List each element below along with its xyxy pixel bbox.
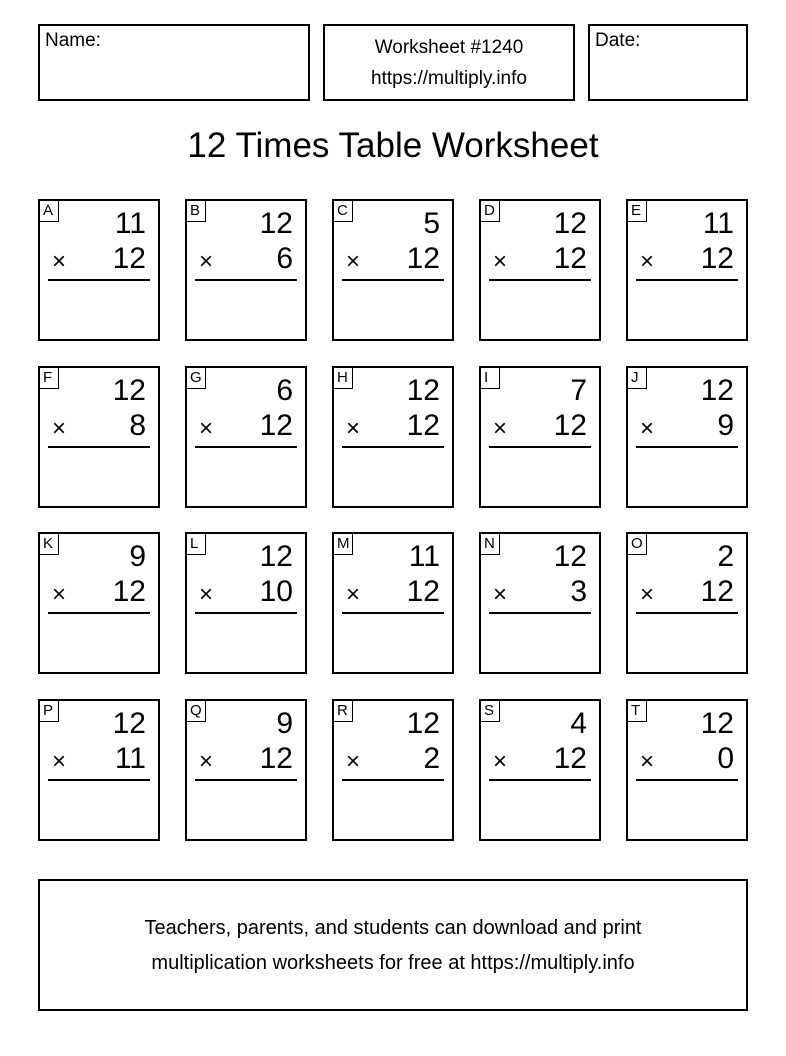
multiplicand: 12 <box>112 374 146 407</box>
problem-card[interactable] <box>185 199 307 341</box>
problem-letter: T <box>628 701 647 722</box>
problem-letter: C <box>334 201 353 222</box>
times-sign: × <box>199 748 214 775</box>
problem-letter: R <box>334 701 353 722</box>
problem-letter: G <box>187 368 206 389</box>
answer-line <box>489 446 591 448</box>
multiplicand: 11 <box>702 207 734 240</box>
problem-letter: A <box>40 201 59 222</box>
problem-card[interactable] <box>479 532 601 674</box>
multiplier: 12 <box>553 242 587 275</box>
problem-card[interactable] <box>185 366 307 508</box>
multiplicand: 2 <box>717 540 734 573</box>
worksheet-number: Worksheet #1240 <box>374 37 524 58</box>
multiplier: 12 <box>553 409 587 442</box>
multiplicand: 7 <box>570 374 587 407</box>
times-sign: × <box>52 581 67 608</box>
problem-card[interactable] <box>332 532 454 674</box>
problem-letter: Q <box>187 701 206 722</box>
problem-card[interactable] <box>479 199 601 341</box>
multiplicand: 12 <box>406 374 440 407</box>
problem-card[interactable] <box>38 199 160 341</box>
answer-line <box>489 779 591 781</box>
times-sign: × <box>199 581 214 608</box>
multiplier: 12 <box>406 242 440 275</box>
date-label: Date: <box>595 30 641 51</box>
problem-card[interactable] <box>38 366 160 508</box>
multiplicand: 9 <box>276 707 293 740</box>
multiplier: 12 <box>553 742 587 775</box>
problem-letter: E <box>628 201 647 222</box>
answer-line <box>636 779 738 781</box>
problem-letter: K <box>40 534 59 555</box>
multiplier: 9 <box>717 409 734 442</box>
times-sign: × <box>640 248 655 275</box>
multiplicand: 5 <box>423 207 440 240</box>
multiplier: 3 <box>570 575 587 608</box>
multiplicand: 12 <box>259 540 293 573</box>
multiplier: 10 <box>259 575 293 608</box>
times-sign: × <box>640 415 655 442</box>
footer-box <box>38 879 748 1011</box>
multiplier: 12 <box>406 409 440 442</box>
times-sign: × <box>493 248 508 275</box>
multiplier: 6 <box>276 242 293 275</box>
multiplicand: 4 <box>570 707 587 740</box>
answer-line <box>636 446 738 448</box>
answer-line <box>636 279 738 281</box>
problem-letter: N <box>481 534 500 555</box>
multiplier: 11 <box>114 742 146 775</box>
problem-letter: I <box>481 368 500 389</box>
problem-card[interactable] <box>626 366 748 508</box>
answer-line <box>636 612 738 614</box>
answer-line <box>195 779 297 781</box>
multiplicand: 12 <box>406 707 440 740</box>
multiplier: 12 <box>112 575 146 608</box>
problem-card[interactable] <box>479 366 601 508</box>
problem-letter: J <box>628 368 647 389</box>
times-sign: × <box>199 248 214 275</box>
multiplicand: 6 <box>276 374 293 407</box>
times-sign: × <box>52 248 67 275</box>
answer-line <box>489 279 591 281</box>
name-label: Name: <box>45 30 101 51</box>
multiplier: 12 <box>259 409 293 442</box>
answer-line <box>195 612 297 614</box>
problem-letter: L <box>187 534 206 555</box>
times-sign: × <box>640 581 655 608</box>
problem-card[interactable] <box>332 199 454 341</box>
problem-letter: B <box>187 201 206 222</box>
multiplicand: 12 <box>700 707 734 740</box>
problem-letter: O <box>628 534 647 555</box>
problem-card[interactable] <box>626 699 748 841</box>
answer-line <box>342 779 444 781</box>
times-sign: × <box>640 748 655 775</box>
problem-card[interactable] <box>332 366 454 508</box>
multiplier: 8 <box>129 409 146 442</box>
multiplicand: 11 <box>408 540 440 573</box>
multiplicand: 12 <box>700 374 734 407</box>
problem-card[interactable] <box>626 532 748 674</box>
problem-card[interactable] <box>479 699 601 841</box>
answer-line <box>48 612 150 614</box>
times-sign: × <box>346 248 361 275</box>
times-sign: × <box>52 748 67 775</box>
answer-line <box>342 612 444 614</box>
problem-letter: S <box>481 701 500 722</box>
problem-card[interactable] <box>185 532 307 674</box>
times-sign: × <box>493 415 508 442</box>
answer-line <box>48 279 150 281</box>
times-sign: × <box>346 748 361 775</box>
problem-letter: M <box>334 534 353 555</box>
answer-line <box>48 446 150 448</box>
problem-letter: H <box>334 368 353 389</box>
multiplicand: 9 <box>129 540 146 573</box>
times-sign: × <box>52 415 67 442</box>
multiplicand: 11 <box>114 207 146 240</box>
multiplicand: 12 <box>112 707 146 740</box>
multiplier: 12 <box>700 242 734 275</box>
answer-line <box>342 446 444 448</box>
problem-letter: P <box>40 701 59 722</box>
answer-line <box>195 279 297 281</box>
times-sign: × <box>199 415 214 442</box>
times-sign: × <box>346 415 361 442</box>
multiplier: 2 <box>423 742 440 775</box>
times-sign: × <box>493 748 508 775</box>
multiplier: 0 <box>717 742 734 775</box>
problem-card[interactable] <box>332 699 454 841</box>
multiplier: 12 <box>112 242 146 275</box>
multiplier: 12 <box>259 742 293 775</box>
problem-card[interactable] <box>185 699 307 841</box>
multiplicand: 12 <box>553 540 587 573</box>
footer-line-2: multiplication worksheets for free at https://multiply.info <box>151 952 635 974</box>
multiplier: 12 <box>406 575 440 608</box>
times-sign: × <box>493 581 508 608</box>
answer-line <box>489 612 591 614</box>
problem-letter: F <box>40 368 59 389</box>
problem-card[interactable] <box>38 532 160 674</box>
multiplicand: 12 <box>259 207 293 240</box>
problem-card[interactable] <box>38 699 160 841</box>
multiplicand: 12 <box>553 207 587 240</box>
problem-card[interactable] <box>626 199 748 341</box>
answer-line <box>195 446 297 448</box>
answer-line <box>48 779 150 781</box>
problem-letter: D <box>481 201 500 222</box>
times-sign: × <box>346 581 361 608</box>
worksheet-url: https://multiply.info <box>371 68 527 89</box>
footer-line-1: Teachers, parents, and students can download and print <box>144 917 642 939</box>
page-title: 12 Times Table Worksheet <box>187 126 599 165</box>
multiplier: 12 <box>700 575 734 608</box>
answer-line <box>342 279 444 281</box>
